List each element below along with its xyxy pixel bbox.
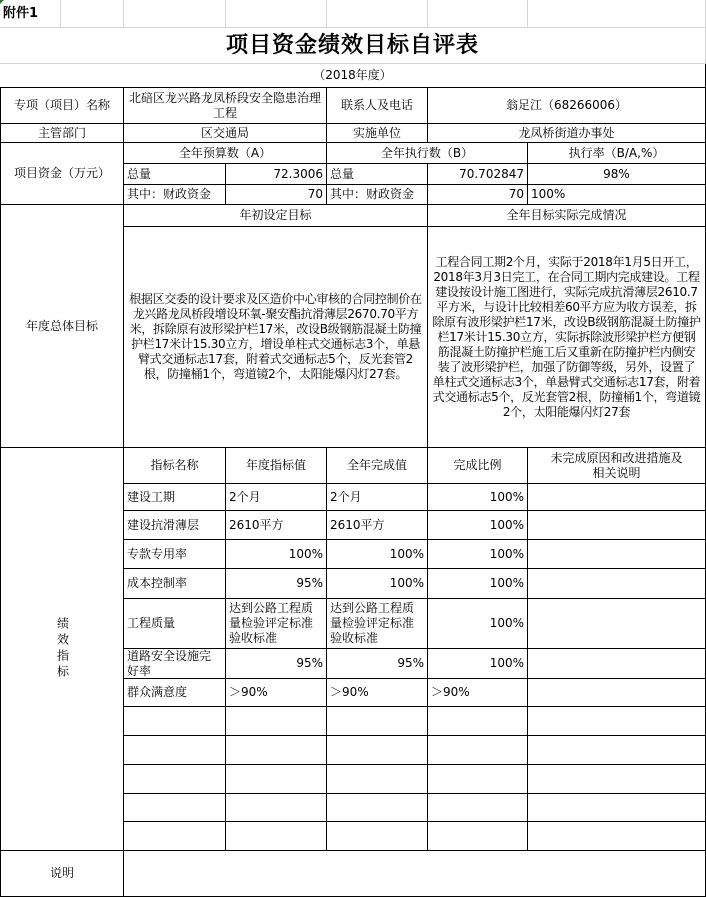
remarks-label: 说明	[0, 851, 124, 897]
fiscal-rate: 100%	[528, 185, 706, 205]
empty-cell	[327, 794, 428, 822]
indicators-label	[0, 448, 124, 851]
total-budget: 72.3006	[226, 164, 327, 185]
empty-cell	[428, 707, 528, 736]
indicator-name: 成本控制率	[124, 569, 226, 599]
indicator-note	[528, 679, 706, 707]
contact-label: 联系人及电话	[327, 88, 428, 124]
empty-cell	[124, 736, 226, 765]
header-ratio: 完成比例	[428, 448, 528, 484]
empty-cell	[124, 794, 226, 822]
project-name-value: 北碚区龙兴路龙凤桥段安全隐患治理工程	[124, 88, 327, 124]
empty-cell	[124, 707, 226, 736]
indicator-target: 2610平方	[226, 511, 327, 540]
indicator-target: 100%	[226, 540, 327, 569]
indicator-done: 2个月	[327, 484, 428, 511]
total-exec: 70.702847	[428, 164, 528, 185]
header-name: 指标名称	[124, 448, 226, 484]
exec-header: 全年执行数（B）	[327, 143, 528, 164]
empty-cell	[124, 765, 226, 794]
done-goal-header: 全年目标实际完成情况	[428, 205, 706, 227]
unit-label: 实施单位	[327, 124, 428, 143]
indicator-ratio: 100%	[428, 484, 528, 511]
indicator-note	[528, 599, 706, 649]
indicator-name: 建设抗滑薄层	[124, 511, 226, 540]
empty-cell	[528, 736, 706, 765]
indicator-ratio: 100%	[428, 569, 528, 599]
indicator-note	[528, 484, 706, 511]
indicator-target: 95%	[226, 649, 327, 679]
empty-cell	[226, 707, 327, 736]
empty-cell	[528, 822, 706, 851]
total-rate: 98%	[528, 164, 706, 185]
total-label: 总量	[327, 164, 428, 185]
indicator-name: 工程质量	[124, 599, 226, 649]
indicator-target: 95%	[226, 569, 327, 599]
set-goal-header: 年初设定目标	[124, 205, 428, 227]
annual-goal-label: 年度总体目标	[0, 205, 124, 448]
dept-value: 区交通局	[124, 124, 327, 143]
empty-cell	[124, 0, 226, 28]
empty-cell	[528, 794, 706, 822]
budget-header: 全年预算数（A）	[124, 143, 327, 164]
indicator-name: 建设工期	[124, 484, 226, 511]
funds-label: 项目资金（万元）	[0, 143, 124, 205]
empty-cell	[528, 707, 706, 736]
indicator-note	[528, 540, 706, 569]
empty-cell	[327, 0, 428, 28]
indicator-target: 2个月	[226, 484, 327, 511]
empty-cell	[226, 736, 327, 765]
indicator-done: 100%	[327, 540, 428, 569]
indicator-ratio: 100%	[428, 649, 528, 679]
empty-cell	[327, 736, 428, 765]
fiscal-label: 其中：财政资金	[124, 185, 226, 205]
empty-cell	[327, 707, 428, 736]
rate-header: 执行率（B/A,%）	[528, 143, 706, 164]
fiscal-budget: 70	[226, 185, 327, 205]
empty-cell	[327, 822, 428, 851]
indicator-note	[528, 511, 706, 540]
empty-cell	[226, 794, 327, 822]
indicator-target: ＞90%	[226, 679, 327, 707]
indicator-done: 100%	[327, 569, 428, 599]
empty-cell	[428, 0, 528, 28]
indicator-target: 达到公路工程质量检验评定标准验收标准	[226, 599, 327, 649]
indicator-done: 95%	[327, 649, 428, 679]
indicator-name: 群众满意度	[124, 679, 226, 707]
header-target: 年度指标值	[226, 448, 327, 484]
indicator-done: 2610平方	[327, 511, 428, 540]
dept-label: 主管部门	[0, 124, 124, 143]
indicator-note	[528, 649, 706, 679]
done-goal-text: 工程合同工期2个月，实际于2018年1月5日开工，2018年3月3日完工，在合同工期内完成建设。工程建设按设计施工图进行，实际完成抗滑薄层2610.7平方米，与设计比较相差60平方应为收方误差，拆除原有波形梁护栏17米，改设B级钢筋混凝土防撞护栏17米计15.30立方，实际拆除波形梁护栏方便钢筋混凝土防撞护栏施工后又重新在防撞护栏内侧安装了波形梁护栏，加强了防御等级，另外，设置了单柱式交通标志3个，单悬臂式交通标志17套，附着式交通标志5个，反光套管2根，防撞桶1个，弯道镜2个，太阳能爆闪灯27套	[428, 227, 706, 448]
indicators-label-text: 绩效指标	[55, 617, 70, 681]
empty-cell	[428, 736, 528, 765]
year-label: （2018年度）	[0, 64, 706, 88]
empty-cell	[226, 822, 327, 851]
indicator-ratio: 100%	[428, 511, 528, 540]
header-done: 全年完成值	[327, 448, 428, 484]
indicator-done: ＞90%	[327, 679, 428, 707]
header-note: 未完成原因和改进措施及相关说明	[528, 448, 706, 484]
set-goal-text: 根据区交委的设计要求及区造价中心审核的合同控制价在龙兴路龙凤桥段增设环氧-聚安酯抗滑薄层2670.70平方米，拆除原有波形梁护栏17米，改设B级钢筋混凝土防撞护栏17米计15.30立方，增设单柱式交通标志3个，单悬臂式交通标志17套，附着式交通标志5个，反光套管2根，防撞桶1个，弯道镜2个，太阳能爆闪灯27套。	[124, 227, 428, 448]
indicator-ratio: 100%	[428, 599, 528, 649]
project-name-label: 专项（项目）名称	[0, 88, 124, 124]
indicator-done: 达到公路工程质量检验评定标准验收标准	[327, 599, 428, 649]
fiscal-exec: 70	[428, 185, 528, 205]
empty-cell	[124, 822, 226, 851]
attachment-label: 附件1	[0, 0, 61, 28]
empty-cell	[327, 765, 428, 794]
empty-cell	[528, 765, 706, 794]
indicator-name: 道路安全设施完好率	[124, 649, 226, 679]
empty-cell	[428, 765, 528, 794]
unit-value: 龙凤桥街道办事处	[428, 124, 706, 143]
empty-cell	[428, 794, 528, 822]
page-title: 项目资金绩效目标自评表	[0, 28, 706, 64]
empty-cell	[226, 765, 327, 794]
indicator-note	[528, 569, 706, 599]
fiscal-label: 其中：财政资金	[327, 185, 428, 205]
empty-cell	[528, 0, 706, 28]
indicator-ratio: 100%	[428, 540, 528, 569]
indicator-ratio: ＞90%	[428, 679, 528, 707]
empty-cell	[61, 0, 124, 28]
indicator-name: 专款专用率	[124, 540, 226, 569]
contact-value: 翁足江（68266006）	[428, 88, 706, 124]
empty-cell	[428, 822, 528, 851]
empty-cell	[226, 0, 327, 28]
remarks-value	[124, 851, 706, 897]
total-label: 总量	[124, 164, 226, 185]
